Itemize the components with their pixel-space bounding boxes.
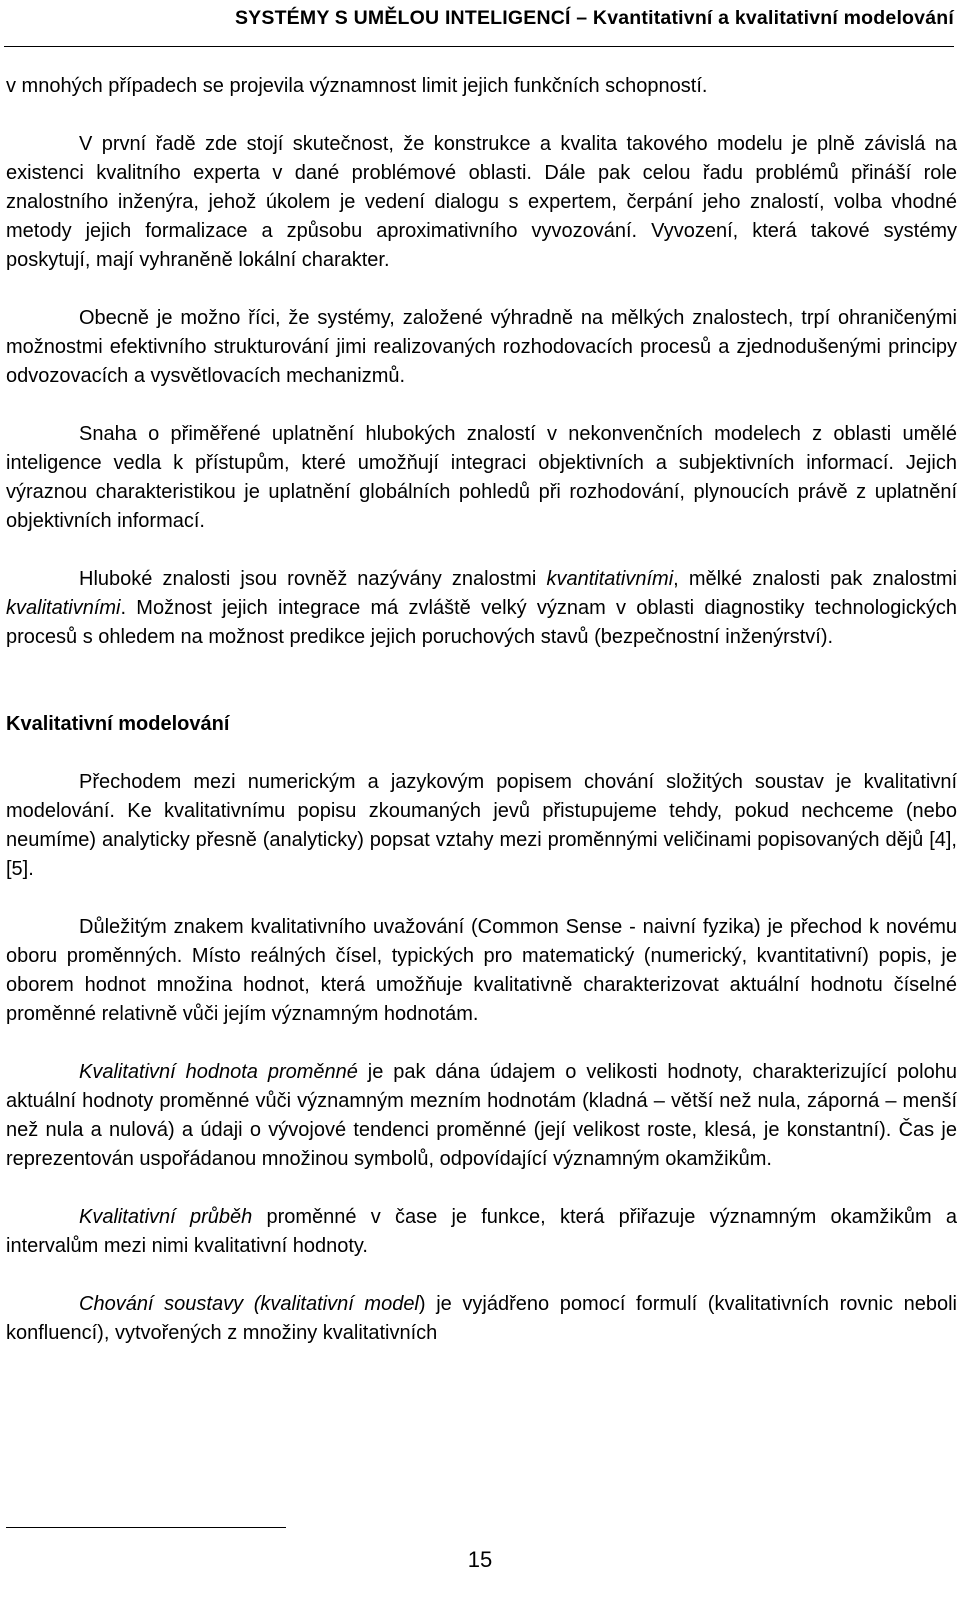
italic-term: Kvalitativní průběh [79, 1206, 253, 1228]
page-number: 15 [467, 1547, 493, 1572]
paragraph [6, 1058, 957, 1174]
text-run: . Možnost jejich integrace má zvláště velký význam v oblasti diagnostiky technologických procesů s ohledem na možnost predikce jejich poruchových stavů (bezpečnostní inženýrství). [6, 597, 957, 648]
paragraph [6, 565, 957, 652]
italic-term: Chování soustavy (kvalitativní model [79, 1293, 419, 1315]
section-heading: Kvalitativní modelování [6, 713, 230, 735]
text-run: ) je vyjádřeno pomocí formulí (kvalitativních rovnic neboli konfluencí), vytvořených z množiny kvalitativních [6, 1293, 958, 1344]
paragraph [6, 1290, 957, 1348]
italic-term: kvantitativními [546, 568, 674, 590]
text-run: proměnné v čase je funkce, která přiřazuje významným okamžikům a intervalům mezi nimi kvalitativní hodnoty. [6, 1206, 957, 1257]
italic-term: Kvalitativní hodnota proměnné [79, 1061, 358, 1083]
text-run: , mělké znalosti pak znalostmi [673, 568, 957, 590]
paragraph: v mnohých případech se projevila významnost limit jejich funkčních schopností. [6, 75, 708, 97]
paragraph: Přechodem mezi numerickým a jazykovým popisem chování složitých soustav je kvalitativní modelování. Ke kvalitativnímu popisu zkoumaných jevů přistupujeme tehdy, pokud nechceme (nebo neumíme) analyticky přesně (analyticky) popsat vztahy mezi proměnnými veličinami popisovaných dějů [4], [5]. [6, 771, 957, 880]
text-run: Hluboké znalosti jsou rovněž nazývány znalostmi [79, 568, 547, 590]
italic-term: kvalitativními [6, 597, 121, 619]
paragraph: Snaha o přiměřené uplatnění hlubokých znalostí v nekonvenčních modelech z oblasti umělé inteligence vedla k přístupům, které umožňují integraci objektivních a subjektivních informací. Jejich výraznou charakteristikou je uplatnění globálních pohledů při rozhodování, plynoucích právě z uplatnění objektivních informací. [6, 423, 957, 532]
paragraph: Důležitým znakem kvalitativního uvažování (Common Sense - naivní fyzika) je přechod k novému oboru proměnných. Místo reálných čísel, typických pro matematický (numerický, kvantitativní) popis, je oborem hodnot množina hodnot, která umožňuje kvalitativně charakterizovat aktuální hodnotu číselné proměnné relativně vůči jejím významným hodnotám. [6, 916, 957, 1025]
text-run: je pak dána údajem o velikosti hodnoty, charakterizující polohu aktuální hodnoty proměnné vůči významným mezním hodnotám (kladná – větší než nula, záporná – menší než nula a nulová) a údaji o vývojové tendenci proměnné (její velikost roste, klesá, je konstantní). Čas je reprezentován uspořádanou množinou symbolů, odpovídající významným okamžikům. [6, 1061, 957, 1170]
running-header: SYSTÉMY S UMĚLOU INTELIGENCÍ – Kvantitativní a kvalitativní modelování [234, 7, 954, 29]
paragraph: V první řadě zde stojí skutečnost, že konstrukce a kvalita takového modelu je plně závislá na existenci kvalitního experta v dané problémové oblasti. Dále pak celou řadu problémů přináší role znalostního inženýra, jehož úkolem je vedení dialogu s expertem, čerpání jeho znalostí, volba vhodné metody jejich formalizace a způsobu aproximativního vyvozování. Vyvození, která takové systémy poskytují, mají vyhraněně lokální charakter. [6, 133, 957, 271]
paragraph [6, 1203, 957, 1261]
header-rule [4, 46, 954, 47]
paragraph: Obecně je možno říci, že systémy, založené výhradně na mělkých znalostech, trpí ohraničenými možnostmi efektivního strukturování jimi realizovaných rozhodovacích procesů a zjednodušenými principy odvozovacích a vysvětlovacích mechanizmů. [6, 307, 957, 387]
body-text [6, 72, 957, 1348]
footer-rule [6, 1527, 286, 1528]
